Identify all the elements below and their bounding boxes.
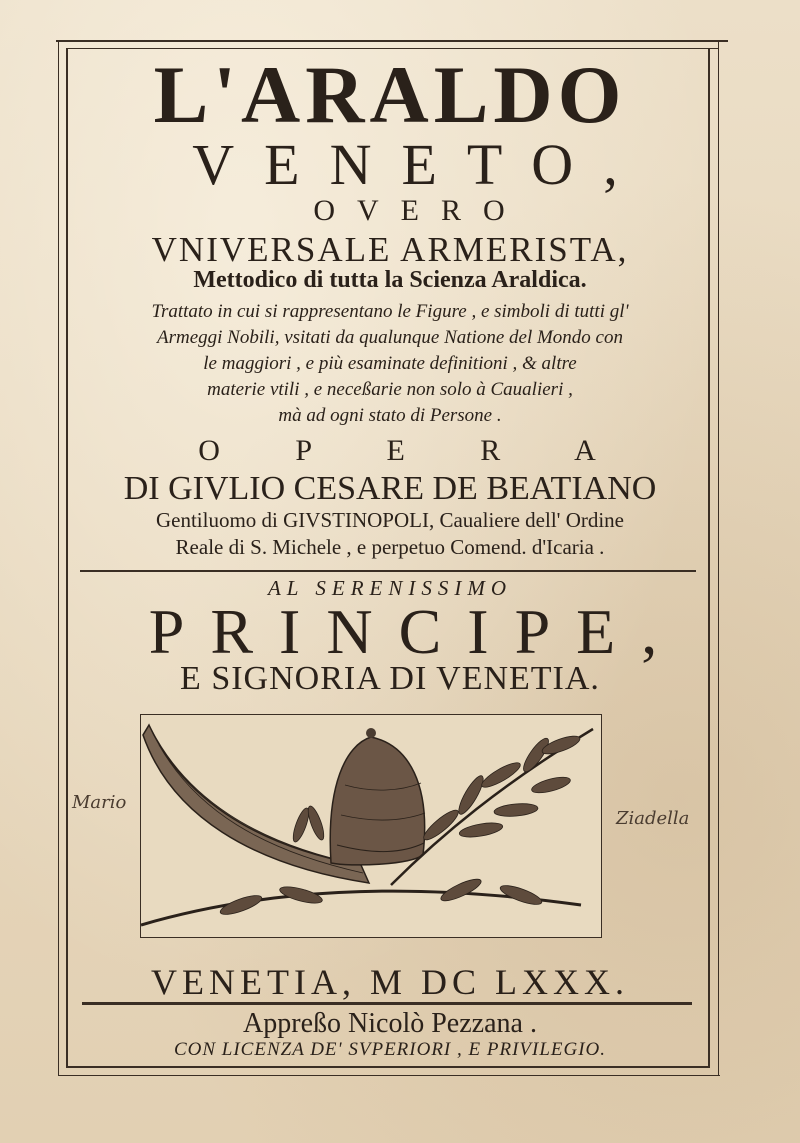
description-line: le maggiori , e più esaminate definitioni , & altre: [203, 353, 577, 374]
bottom-border-rule: [66, 1066, 710, 1068]
imprint-place-date: VENETIA, M DC LXXX.: [151, 962, 629, 1002]
author-name: DI GIVLIO CESARE DE BEATIANO: [123, 470, 657, 507]
margin-note-left: Mario: [72, 792, 127, 813]
description-line: Armeggi Nobili, vsitati da qualunque Natione del Mondo con: [157, 327, 623, 348]
author-titles-line: Reale di S. Michele , e perpetuo Comend. d'Icaria .: [175, 535, 605, 559]
title-line-4: VNIVERSALE ARMERISTA,: [151, 230, 629, 269]
author-titles-line: Gentiluomo di GIVSTINOPOLI, Caualiere dell' Ordine: [155, 508, 625, 532]
divider-rule: [80, 570, 696, 572]
margin-note-right: Ziadella: [616, 808, 690, 829]
imprint-rule: [82, 1002, 692, 1005]
printer-name: Appreßo Nicolò Pezzana .: [243, 1008, 537, 1039]
subtitle: Mettodico di tutta la Scienza Araldica.: [193, 267, 587, 293]
description-line: mà ad ogni stato di Persone .: [278, 405, 502, 426]
left-border-rule: [66, 48, 68, 1068]
description-line: materie vtili , e neceßarie non solo à Caualieri ,: [207, 379, 573, 400]
title-line-1: L'ARALDO: [153, 49, 627, 140]
horn-and-laurel-engraving: [141, 715, 601, 937]
bottom-outer-rule: [58, 1075, 720, 1076]
top-border-rule: [56, 40, 728, 42]
dedication-line-1: AL SERENISSIMO: [267, 576, 512, 600]
description-line: Trattato in cui si rappresentano le Figure , e simboli di tutti gl': [151, 301, 629, 322]
printers-device-vignette: [140, 714, 602, 938]
title-line-3: OVERO: [313, 194, 527, 227]
title-line-2: VENETO,: [192, 132, 648, 197]
left-outer-rule: [58, 40, 59, 1076]
opera-label: O P E R A: [198, 434, 630, 467]
license-line: CON LICENZA DE' SVPERIORI , E PRIVILEGIO.: [173, 1039, 607, 1060]
dedication-line-3: E SIGNORIA DI VENETIA.: [180, 660, 600, 697]
dedication-line-2: PRINCIPE,: [148, 596, 684, 667]
